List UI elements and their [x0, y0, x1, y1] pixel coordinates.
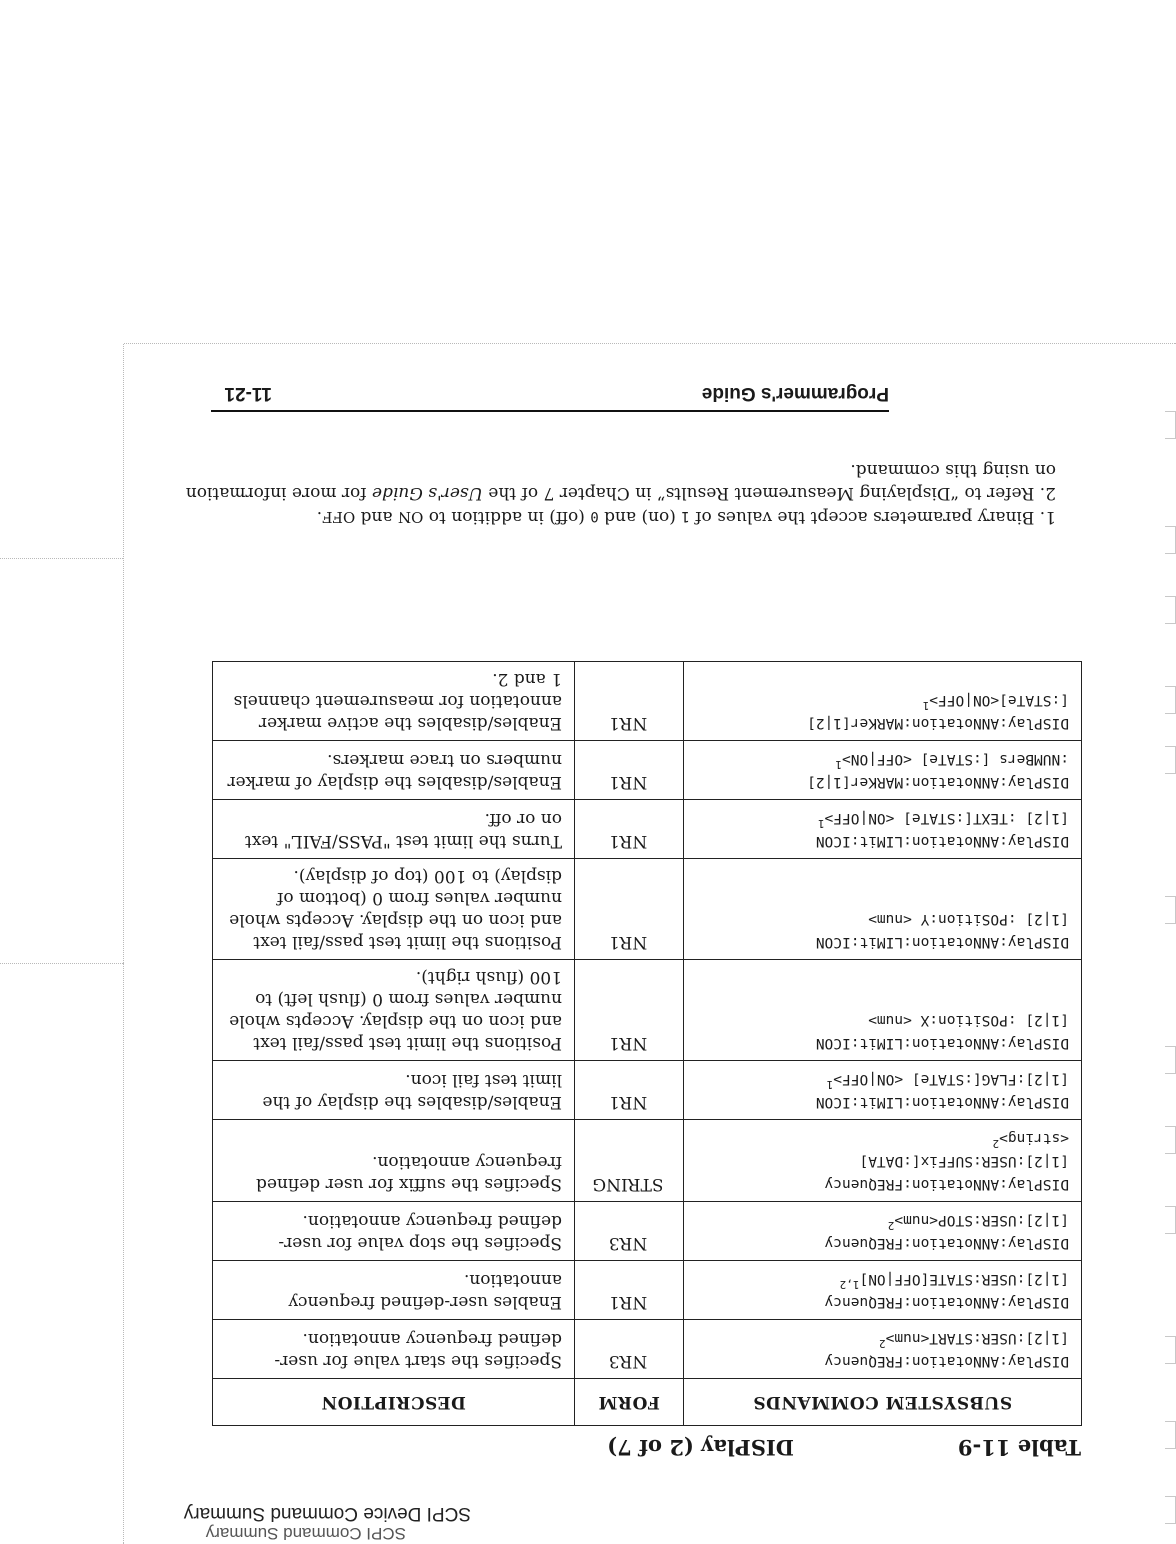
footnote-ref: 2	[879, 1336, 886, 1350]
footnote-ref: 1	[835, 757, 843, 771]
form-cell: NR1	[575, 662, 684, 741]
form-cell: NR1	[575, 1261, 684, 1320]
command-line: DISPlay:ANNotation:FREQuency	[824, 1235, 1069, 1251]
binder-hole-mark	[1165, 1046, 1176, 1074]
column-header-commands: SUBSYSTEM COMMANDS	[684, 1379, 1082, 1426]
form-cell: STRING	[575, 1120, 684, 1202]
table-name: DISPlay (2 of 7)	[607, 1435, 794, 1460]
command-line: [1|2]:USER:SUFFix[:DATA]	[859, 1153, 1069, 1169]
binder-hole-mark	[1165, 1496, 1176, 1524]
description-cell: Specifies the suffix for user defined frequency annotation.	[213, 1120, 575, 1202]
running-header: SCPI Device Command Summary	[183, 1503, 471, 1524]
command-cell	[684, 859, 1082, 960]
command-line: :NUMBers [:STATe] <OFF|ON>	[842, 751, 1069, 767]
table-header-row	[213, 1379, 1082, 1426]
table-row	[213, 741, 1082, 800]
command-line: DISPlay:ANNotation:LIMit:ICON	[815, 1035, 1069, 1051]
table-caption	[181, 1430, 1081, 1460]
command-line: DISPlay:ANNotation:MARKer[1|2]	[807, 715, 1069, 731]
form-cell: NR1	[575, 859, 684, 960]
description-cell: Turns the limit test "PASS/FAIL" text on or off.	[213, 800, 575, 859]
footer-rule	[211, 410, 889, 412]
command-line: [1|2]:USER:START<num>	[885, 1330, 1069, 1346]
table-row	[213, 1202, 1082, 1261]
page-number: 11-21	[224, 383, 272, 404]
footer-guide-title: Programmer's Guide	[701, 383, 889, 404]
note-text: 1. Binary parameters accept the values of	[695, 507, 1056, 527]
running-header-partial: SCPI Command Summary	[205, 1524, 406, 1543]
command-line: DISPlay:ANNotation:MARKer[1|2]	[807, 774, 1069, 790]
command-cell	[684, 662, 1082, 741]
description-cell: Positions the limit test pass/fail text and icon on the display. Accepts whole number values from 0 (flush left) to 100 (flush right).	[213, 960, 575, 1061]
table-row	[213, 859, 1082, 960]
footnote-ref: 1	[826, 1077, 834, 1091]
note-text: .	[316, 507, 323, 527]
description-cell: Specifies the start value for user-defined frequency annotation.	[213, 1320, 575, 1379]
note-value: 1	[681, 508, 690, 524]
note-text: for more information on using this command.	[185, 460, 1056, 503]
description-cell: Enables user-defined frequency annotation.	[213, 1261, 575, 1320]
form-cell: NR1	[575, 800, 684, 859]
form-cell: NR3	[575, 1202, 684, 1261]
binder-hole-mark	[1165, 896, 1176, 924]
scan-edge-line	[123, 344, 124, 1544]
table-row	[213, 960, 1082, 1061]
command-line: DISPlay:ANNotation:FREQuency	[824, 1294, 1069, 1310]
command-line: [1|2] :POSition:Y <num>	[868, 911, 1069, 927]
command-cell	[684, 1120, 1082, 1202]
command-cell	[684, 960, 1082, 1061]
binder-hole-mark	[1165, 596, 1176, 624]
scan-edge-line	[0, 558, 124, 559]
binder-hole-mark	[1165, 746, 1176, 774]
footnote-ref: 2	[992, 1136, 1000, 1150]
note-text: and	[360, 507, 393, 527]
note-keyword: ON	[397, 508, 424, 526]
footnote-ref: 1	[817, 816, 825, 830]
form-cell: NR1	[575, 1061, 684, 1120]
description-cell: Enables/disables the display of the limit test fail icon.	[213, 1061, 575, 1120]
binder-hole-mark	[1165, 526, 1176, 554]
table-number: Table 11-9	[957, 1435, 1081, 1460]
command-line: DISPlay:ANNotation:LIMit:ICON	[815, 934, 1069, 950]
binder-hole-mark	[1165, 1421, 1176, 1449]
note-text: 2. Refer to “Displaying Measurement Results” in Chapter 7 of the	[488, 483, 1056, 503]
command-cell	[684, 1261, 1082, 1320]
note-guide-title: User's Guide	[371, 483, 483, 503]
command-line: DISPlay:ANNotation:FREQuency	[824, 1353, 1069, 1369]
binder-hole-mark	[1165, 686, 1176, 714]
command-line: DISPlay:ANNotation:FREQuency	[824, 1176, 1069, 1192]
note-text: (off) in addition to	[428, 507, 585, 527]
form-cell: NR1	[575, 960, 684, 1061]
description-cell: Specifies the stop value for user-defined frequency annotation.	[213, 1202, 575, 1261]
command-line: DISPlay:ANNotation:LIMit:ICON	[815, 833, 1069, 849]
note-text: (on) and	[604, 507, 676, 527]
command-line: DISPlay:ANNotation:LIMit:ICON	[815, 1094, 1069, 1110]
note-value: 0	[590, 508, 599, 524]
table-body	[213, 662, 1082, 1379]
command-line: <string>	[999, 1130, 1069, 1146]
table-row	[213, 662, 1082, 741]
scan-edge-line	[124, 343, 1176, 344]
binder-hole-mark	[1165, 1126, 1176, 1154]
table-row	[213, 1120, 1082, 1202]
table-row	[213, 1061, 1082, 1120]
command-line: [:STATe]<ON|OFF>	[929, 692, 1069, 708]
footnote-ref: 1,2	[839, 1277, 860, 1291]
table-row	[213, 1320, 1082, 1379]
note-2	[176, 458, 1056, 504]
command-cell	[684, 1202, 1082, 1261]
command-cell	[684, 1061, 1082, 1120]
command-line: [1|2] :POSition:X <num>	[868, 1012, 1069, 1028]
binder-hole-mark	[1165, 1336, 1176, 1364]
command-cell	[684, 800, 1082, 859]
command-line: [1|2]:FLAG[:STATe] <ON|OFF>	[833, 1071, 1069, 1087]
note-1	[176, 504, 1056, 528]
footnote-ref: 2	[887, 1218, 895, 1232]
binder-hole-mark	[1165, 1206, 1176, 1234]
column-header-description: DESCRIPTION	[213, 1379, 575, 1426]
form-cell: NR3	[575, 1320, 684, 1379]
table-notes	[176, 458, 1056, 528]
note-keyword: OFF	[322, 508, 356, 526]
scan-edge-line	[0, 963, 124, 964]
binder-hole-mark	[1165, 411, 1176, 439]
command-line: [1|2]:USER:STATE[OFF|ON]	[859, 1271, 1069, 1287]
description-cell: Enables/disables the display of marker numbers on trace markers.	[213, 741, 575, 800]
command-cell	[684, 741, 1082, 800]
table-row	[213, 1261, 1082, 1320]
description-cell: Enables/disables the active marker annotation for measurement channels 1 and 2.	[213, 662, 575, 741]
footnote-ref: 1	[922, 698, 930, 712]
command-line: [1|2]:USER:STOP<num>	[894, 1212, 1069, 1228]
description-cell: Positions the limit test pass/fail text and icon on the display. Accepts whole number values from 0 (bottom of display) to 100 (top of display).	[213, 859, 575, 960]
column-header-form: FORM	[575, 1379, 684, 1426]
command-table	[212, 661, 1082, 1426]
command-line: [1|2] :TEXT[:STATe] <ON|OFF>	[824, 810, 1069, 826]
table-row	[213, 800, 1082, 859]
command-cell	[684, 1320, 1082, 1379]
form-cell: NR1	[575, 741, 684, 800]
